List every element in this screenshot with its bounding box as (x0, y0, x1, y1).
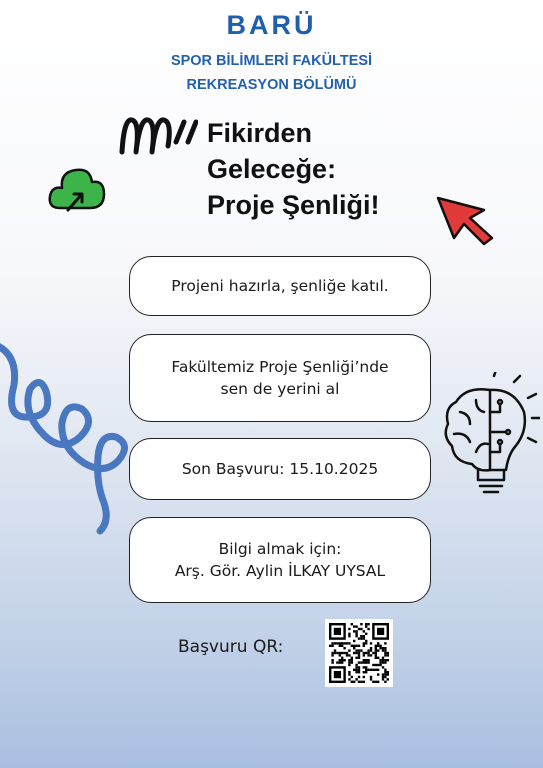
brain-bulb-icon (440, 372, 540, 500)
title-line-1: Fikirden (207, 118, 313, 148)
info-box-prepare (129, 256, 431, 316)
info-box-join-line-2: sen de yerini al (220, 380, 340, 398)
qr-code[interactable] (325, 619, 393, 687)
info-box-join (129, 334, 431, 422)
cursor-arrow-icon (434, 192, 500, 248)
baru-logo: BARÜ (226, 10, 317, 40)
info-box-join-line-1: Fakültemiz Proje Şenliği’nde (171, 358, 389, 376)
contact-label: Bilgi almak için: (218, 540, 342, 558)
title-line-3: Proje Şenliği! (207, 190, 380, 220)
title-line-2: Geleceğe: (207, 154, 337, 184)
info-box-deadline (129, 438, 431, 500)
deadline-text: Son Başvuru: 15.10.2025 (181, 460, 379, 478)
contact-name: Arş. Gör. Aylin İLKAY UYSAL (174, 562, 386, 580)
page-title (207, 115, 380, 223)
info-box-prepare-text: Projeni hazırla, şenliğe katıl. (171, 277, 389, 295)
qr-label: Başvuru QR: (178, 637, 284, 657)
info-box-contact (129, 517, 431, 603)
cloud-upload-icon (46, 160, 108, 218)
squiggle-icon (118, 112, 198, 158)
faculty-name: SPOR BİLİMLERİ FAKÜLTESİ (170, 53, 373, 69)
department-name: REKREASYON BÖLÜMÜ (186, 77, 357, 93)
